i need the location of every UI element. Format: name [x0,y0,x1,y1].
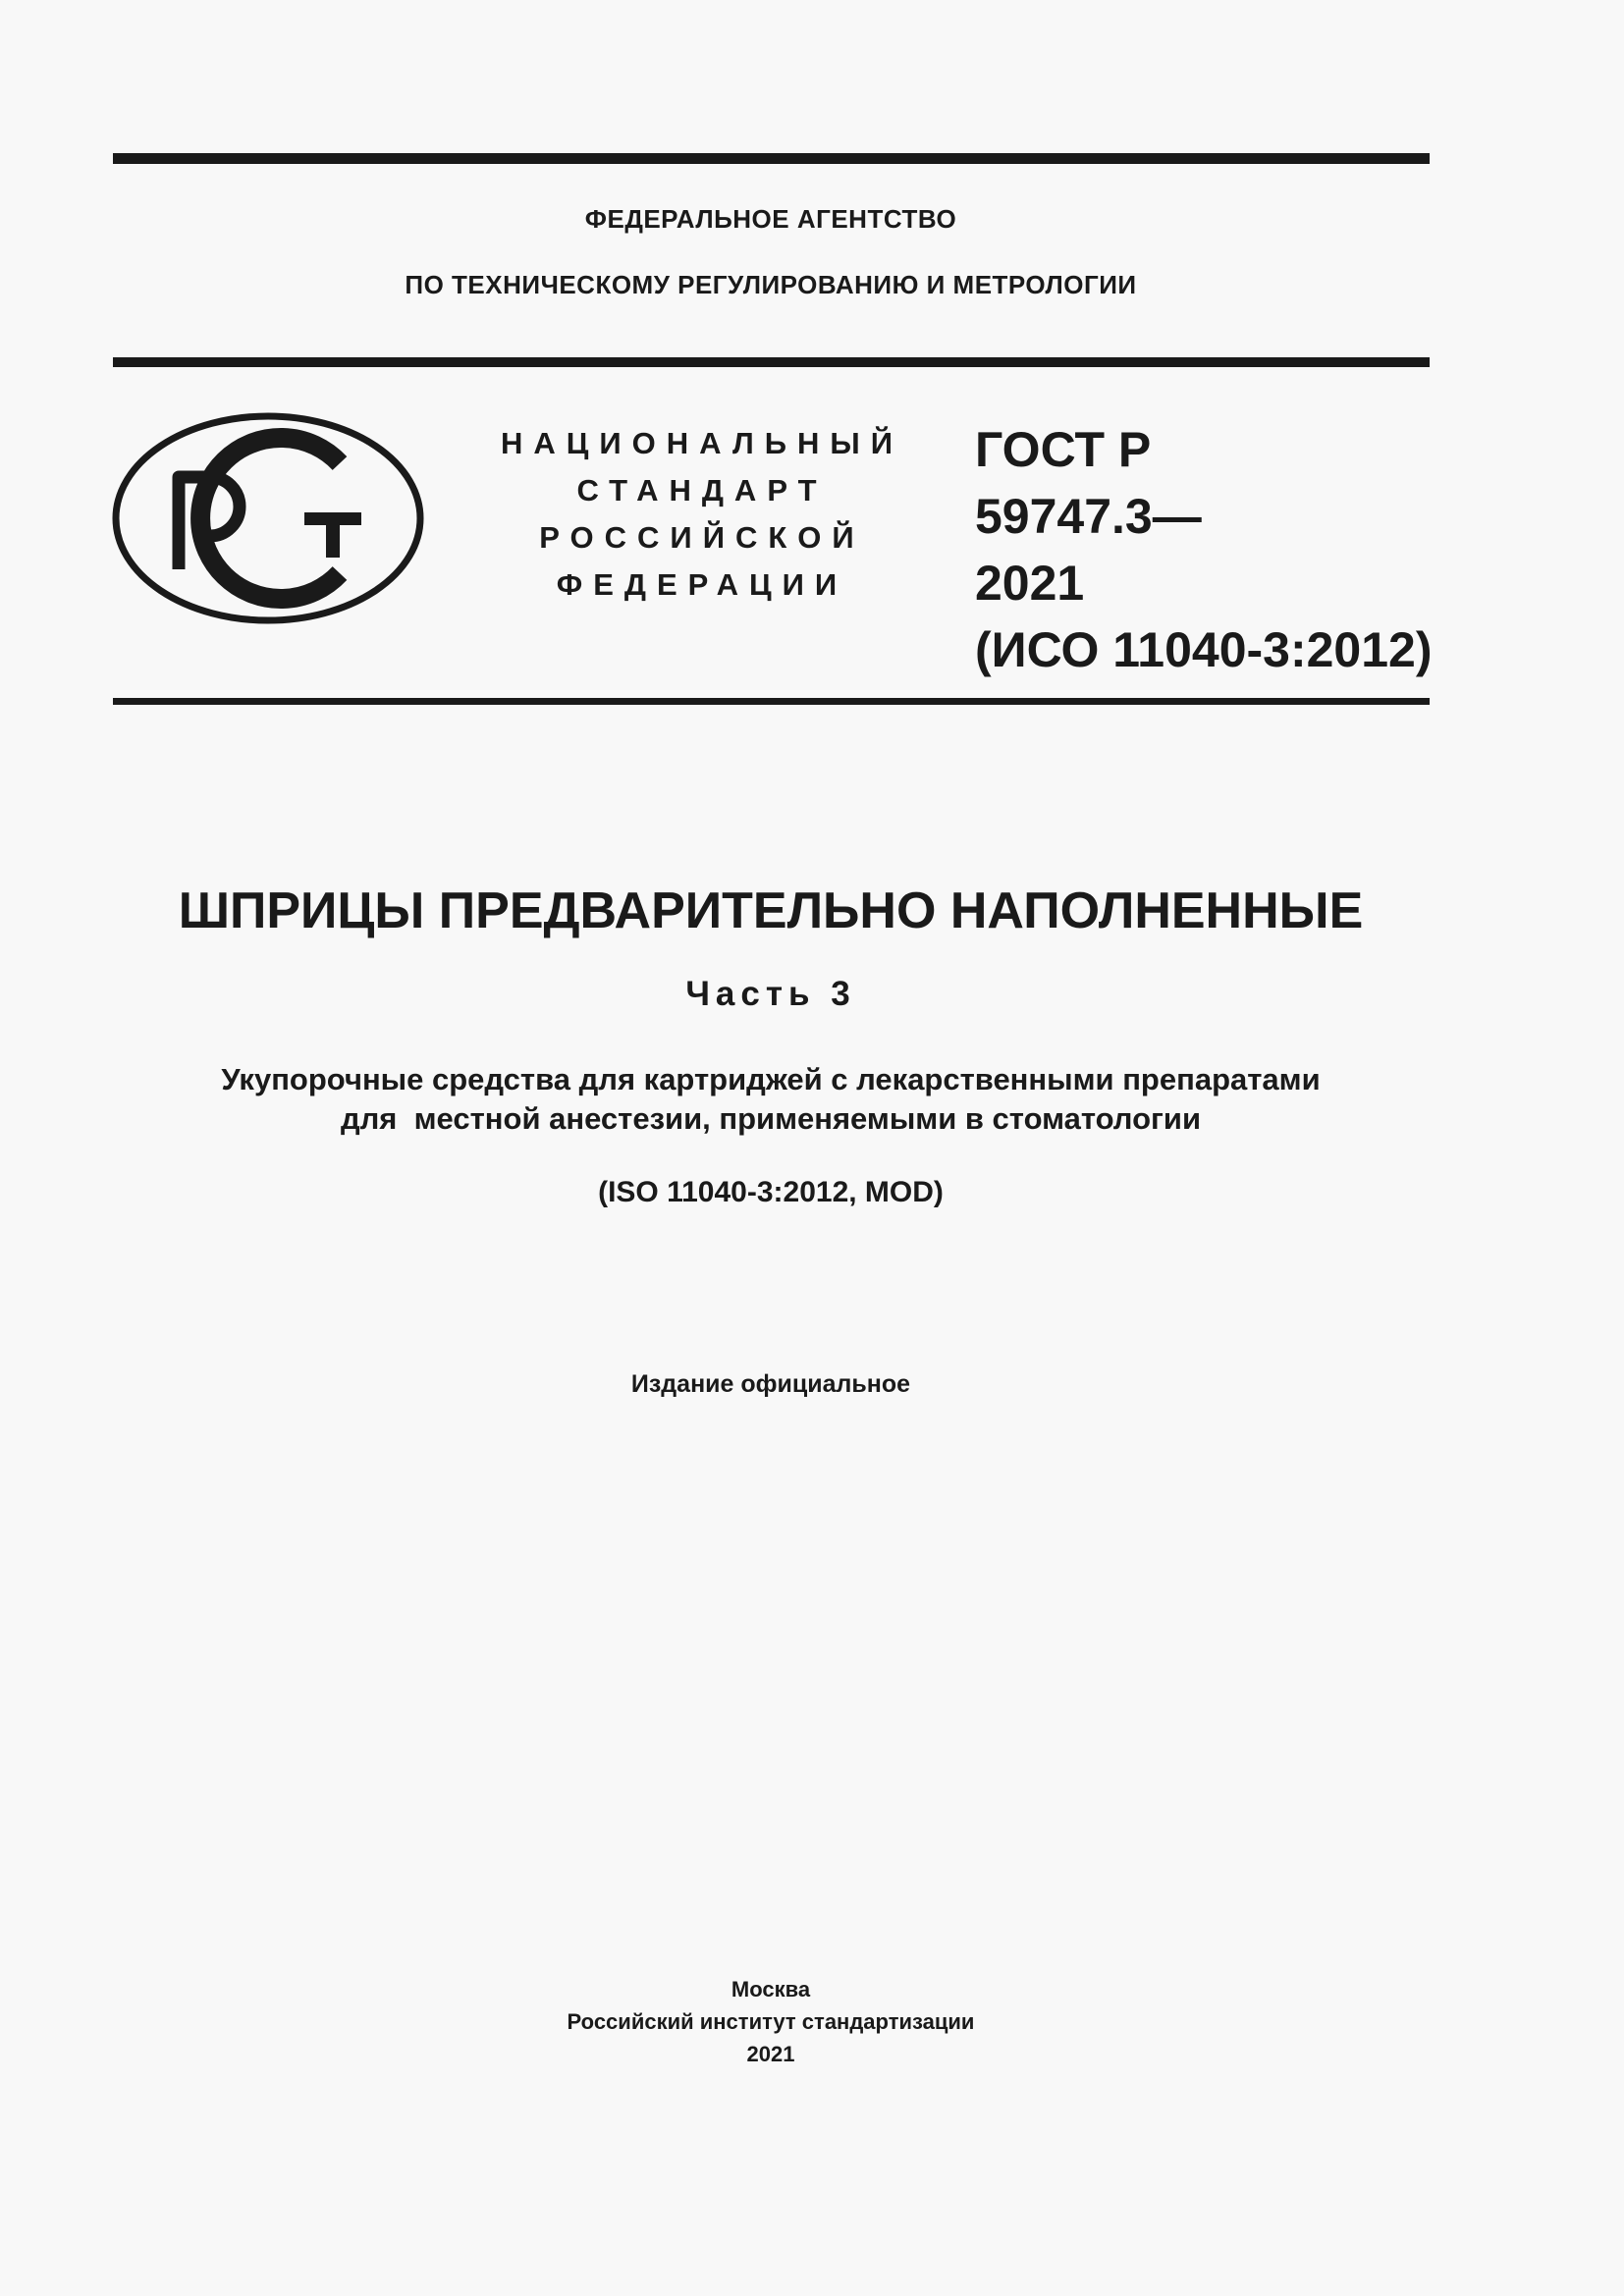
rst-certification-mark-icon [112,412,424,624]
subtitle-line-1: Укупорочные средства для картриджей с лекарственными препаратами [221,1062,1321,1096]
standard-designation [975,416,1433,683]
imprint-year: 2021 [746,2042,795,2066]
document-title: ШПРИЦЫ ПРЕДВАРИТЕЛЬНО НАПОЛНЕННЫЕ [178,882,1364,939]
designation-line: 2021 [975,556,1085,611]
bottom-rule [113,698,1430,705]
subtitle-line-2: для местной анестезии, применяемыми в стоматологии [340,1101,1202,1136]
document-subtitle [0,1060,1542,1139]
imprint-publisher: Российский институт стандартизации [567,2009,975,2034]
agency-name-line-2: ПО ТЕХНИЧЕСКОМУ РЕГУЛИРОВАНИЮ И МЕТРОЛОГИИ [405,270,1137,299]
iso-reference: (ISO 11040-3:2012, MOD) [598,1176,944,1208]
national-standard-line: РОССИЙСКОЙ [539,520,865,555]
top-rule [113,153,1430,164]
edition-label: Издание официальное [630,1370,911,1398]
national-standard-line: СТАНДАРТ [576,473,828,507]
national-standard-line: ФЕДЕРАЦИИ [556,567,848,602]
designation-line: ГОСТ Р [975,422,1152,477]
national-standard-label [496,420,908,609]
designation-line: (ИСО 11040-3:2012) [975,622,1433,677]
imprint [0,1973,1542,2070]
national-standard-line: НАЦИОНАЛЬНЫЙ [500,426,904,460]
imprint-city: Москва [731,1977,811,2002]
part-number: Часть 3 [685,975,856,1013]
designation-line: 59747.3— [975,489,1202,544]
agency-name-line-1: ФЕДЕРАЛЬНОЕ АГЕНТСТВО [584,204,957,234]
middle-rule [113,357,1430,367]
